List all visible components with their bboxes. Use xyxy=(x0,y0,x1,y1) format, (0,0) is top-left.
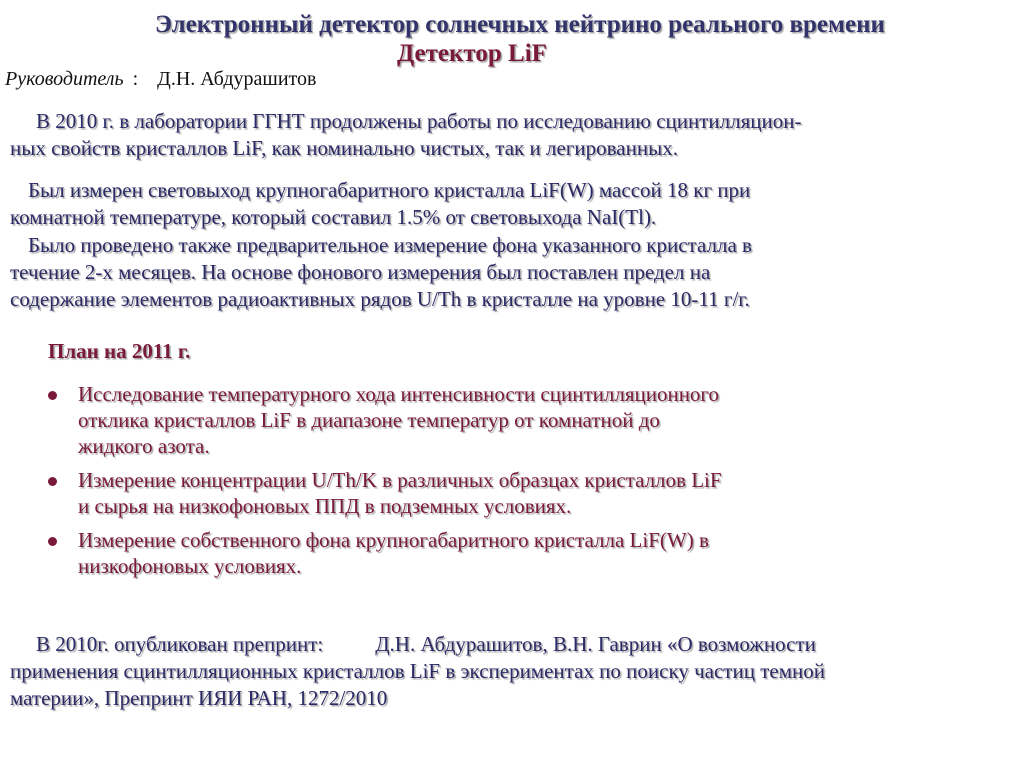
project-leader xyxy=(5,66,316,92)
bullet-icon xyxy=(48,537,57,546)
list-item-line: Исследование температурного хода интенсивности сцинтилляционного xyxy=(78,382,720,406)
leader-role-label: Руководитель xyxy=(5,68,124,90)
paragraph-lab-work xyxy=(10,108,1015,162)
plan-heading: План на 2011 г. xyxy=(48,339,191,363)
paragraph-line: ных свойств кристаллов LiF, как номинально чистых, так и легированных. xyxy=(10,136,678,160)
paragraph-line: комнатной температуре, который составил 1.5% от световыхода NaI(Tl). xyxy=(10,205,657,229)
slide-subtitle: Детектор LiF xyxy=(397,40,547,67)
paragraph-line: Было проведено также предварительное измерение фона указанного кристалла в xyxy=(28,233,752,257)
bullet-icon xyxy=(48,477,57,486)
publication-paragraph xyxy=(10,631,1015,712)
paragraph-light-yield xyxy=(10,177,1015,231)
list-item xyxy=(44,527,944,579)
publication-authors: Д.Н. Абдурашитов, В.Н. Гаврин «О возможности xyxy=(375,632,816,656)
publication-line: применения сцинтилляционных кристаллов LiF в экспериментах по поиску частиц темной xyxy=(10,659,825,683)
list-item-line: отклика кристаллов LiF в диапазоне температур от комнатной до xyxy=(78,408,660,432)
slide-title: Электронный детектор солнечных нейтрино реального времени xyxy=(155,11,885,38)
leader-separator: : xyxy=(132,68,139,90)
paragraph-line: В 2010 г. в лаборатории ГГНТ продолжены работы по исследованию сцинтилляцион- xyxy=(36,109,802,133)
paragraph-background-measurement xyxy=(10,232,1015,313)
list-item-line: и сырья на низкофоновых ППД в подземных условиях. xyxy=(78,494,572,518)
publication-line: материи», Препринт ИЯИ РАН, 1272/2010 xyxy=(10,686,388,710)
paragraph-line: содержание элементов радиоактивных рядов U/Th в кристалле на уровне 10-11 г/г. xyxy=(10,287,750,311)
leader-name: Д.Н. Абдурашитов xyxy=(157,68,317,90)
bullet-icon xyxy=(48,391,57,400)
list-item-line: низкофоновых условиях. xyxy=(78,554,302,578)
plan-list xyxy=(44,381,944,587)
list-item xyxy=(44,381,944,459)
paragraph-line: течение 2-х месяцев. На основе фонового измерения был поставлен предел на xyxy=(10,260,711,284)
publication-lead: В 2010г. опубликован препринт: xyxy=(36,632,324,656)
list-item-line: Измерение собственного фона крупногабаритного кристалла LiF(W) в xyxy=(78,528,709,552)
publication-line xyxy=(10,631,1015,658)
list-item-line: Измерение концентрации U/Th/K в различных образцах кристаллов LiF xyxy=(78,468,722,492)
list-item xyxy=(44,467,944,519)
list-item-line: жидкого азота. xyxy=(78,434,210,458)
paragraph-line: Был измерен световыход крупногабаритного кристалла LiF(W) массой 18 кг при xyxy=(28,178,751,202)
